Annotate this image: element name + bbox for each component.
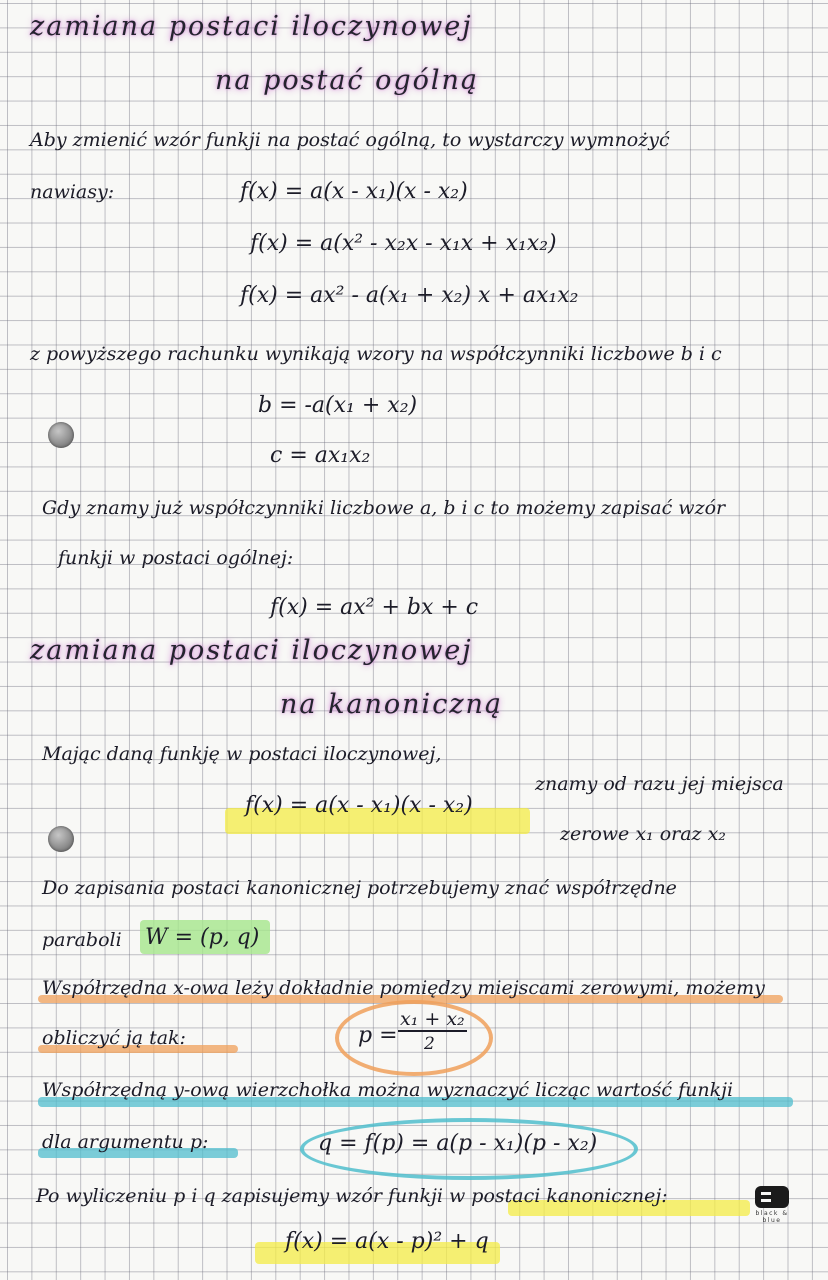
argument-text: dla argumentu p:	[42, 1131, 209, 1153]
section1-heading-line2: na postać ogólną	[215, 65, 480, 96]
product-form-formula: f(x) = a(x - x₁)(x - x₂)	[240, 179, 468, 204]
binder-hole-top	[48, 422, 74, 448]
vertex-text-prefix: paraboli	[42, 929, 122, 951]
final-text: Po wyliczeniu p i q zapisujemy wzór funkji w postaci kanonicznej:	[36, 1185, 668, 1207]
p-formula-lhs: p =	[358, 1023, 398, 1048]
c-coefficient-formula: c = ax₁x₂	[270, 443, 371, 468]
section1-heading-line1: zamiana postaci iloczynowej	[30, 11, 473, 42]
brand-logo-icon	[755, 1186, 789, 1208]
p-formula-numerator: x₁ + x₂	[400, 1008, 465, 1030]
q-formula: q = f(p) = a(p - x₁)(p - x₂)	[318, 1131, 598, 1156]
p-formula-denominator: 2	[424, 1034, 435, 1054]
vertex-formula: W = (p, q)	[145, 925, 260, 950]
expanded-formula: f(x) = a(x² - x₂x - x₁x + x₁x₂)	[250, 231, 557, 256]
intro-text-line1: Aby zmienić wzór funkji na postać ogólną, to wystarczy wymnożyć	[30, 129, 670, 151]
compute-text: obliczyć ją tak:	[42, 1027, 186, 1049]
zeros-text-line2: zerowe x₁ oraz x₂	[560, 823, 726, 845]
y-coordinate-text: Współrzędną y-ową wierzchołka można wyznaczyć licząc wartość funkji	[42, 1079, 734, 1101]
known-coefficients-text-line2: funkji w postaci ogólnej:	[58, 547, 294, 569]
canonical-form-formula: f(x) = a(x - p)² + q	[285, 1229, 489, 1254]
vertex-text-line1: Do zapisania postaci kanonicznej potrzebujemy znać współrzędne	[42, 877, 677, 899]
known-coefficients-text-line1: Gdy znamy już współczynniki liczbowe a, b i c to możemy zapisać wzór	[42, 497, 726, 519]
b-coefficient-formula: b = -a(x₁ + x₂)	[258, 393, 418, 418]
x-coordinate-text: Współrzędna x-owa leży dokładnie pomiędzy miejscami zerowymi, możemy	[42, 977, 765, 999]
grouped-formula: f(x) = ax² - a(x₁ + x₂) x + ax₁x₂	[240, 283, 579, 308]
section2-heading-line1: zamiana postaci iloczynowej	[30, 635, 473, 666]
brand-text: black & blue	[755, 1210, 789, 1224]
section2-heading-line2: na kanoniczną	[280, 689, 504, 720]
zeros-text-line1: znamy od razu jej miejsca	[535, 773, 784, 795]
coefficients-text: z powyższego rachunku wynikają wzory na współczynniki liczbowe b i c	[30, 343, 722, 365]
given-function-text: Mając daną funkję w postaci iloczynowej,	[42, 743, 442, 765]
intro-text-line2: nawiasy:	[30, 181, 115, 203]
product-form-formula-2: f(x) = a(x - x₁)(x - x₂)	[245, 793, 473, 818]
general-form-formula: f(x) = ax² + bx + c	[270, 595, 479, 620]
binder-hole-bottom	[48, 826, 74, 852]
